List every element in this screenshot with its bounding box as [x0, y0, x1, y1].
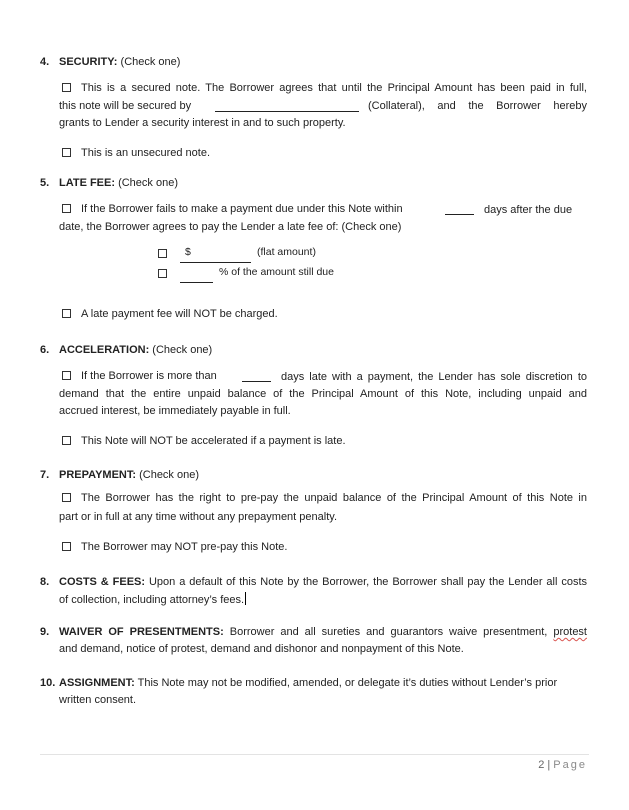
section-9-line2: and demand, notice of protest, demand and dishonor and nonpayment of this Note. — [59, 643, 464, 655]
section-4-heading: SECURITY: — [59, 56, 118, 68]
acceleration-text-line2: demand that the entire unpaid balance of the Principal Amount of this Note, including unpaid and — [59, 388, 587, 400]
text-cursor — [245, 592, 246, 605]
section-5-number: 5. — [40, 177, 50, 189]
page-number: 2 — [538, 759, 545, 771]
section-4-number: 4. — [40, 56, 50, 68]
acceleration-text-line3: accrued interest, be immediately payable in full. — [59, 405, 291, 417]
section-8-heading: COSTS & FEES: — [59, 576, 146, 588]
prepay-not-allowed-checkbox[interactable] — [62, 542, 71, 551]
secured-note-text-line3: grants to Lender a security interest in and to such property. — [59, 117, 346, 129]
section-10-number: 10. — [40, 677, 56, 689]
section-8-line2-wrap — [59, 592, 246, 607]
section-9-line1 — [59, 625, 587, 639]
section-7-heading-line — [59, 468, 199, 482]
section-7-heading: PREPAYMENT: — [59, 469, 137, 481]
acceleration-text-line1b: days late with a payment, the Lender has sole discretion to — [281, 371, 587, 383]
flat-amount-label: (flat amount) — [257, 246, 316, 258]
flat-amount-blank[interactable] — [180, 262, 251, 263]
section-8-line2: of collection, including attorney’s fees. — [59, 594, 245, 606]
acceleration-text-line1a: If the Borrower is more than — [81, 370, 217, 382]
secured-note-text-line2b: (Collateral), and the Borrower hereby — [368, 100, 587, 112]
no-late-fee-checkbox[interactable] — [62, 309, 71, 318]
section-4-hint: (Check one) — [120, 56, 181, 68]
spellcheck-flagged-word[interactable]: protest — [553, 626, 587, 638]
section-10-text: This Note may not be modified, amended, or delegate it’s duties without Lender’s prior — [137, 677, 558, 689]
section-9-text: Borrower and all sureties and guarantors waive presentment, — [229, 626, 548, 638]
secured-note-text-line1: This is a secured note. The Borrower agrees that until the Principal Amount has been paid in full, — [81, 82, 587, 94]
acceleration-days-blank[interactable] — [242, 381, 271, 382]
section-10-line2: written consent. — [59, 694, 137, 706]
section-6-heading-line — [59, 343, 212, 357]
no-late-fee-text: A late payment fee will NOT be charged. — [81, 308, 278, 320]
section-7-number: 7. — [40, 469, 50, 481]
section-10-line1 — [59, 676, 557, 690]
section-6-heading: ACCELERATION: — [59, 344, 150, 356]
section-5-hint: (Check one) — [118, 177, 178, 189]
collateral-blank[interactable] — [215, 111, 359, 112]
secured-note-text-line2a: this note will be secured by — [59, 100, 192, 112]
prepay-allowed-text-line2: part or in full at any time without any prepayment penalty. — [59, 511, 337, 523]
section-8-line1 — [59, 575, 587, 589]
late-fee-text-line1b: days after the due — [484, 204, 573, 216]
late-fee-checkbox[interactable] — [62, 204, 71, 213]
section-6-number: 6. — [40, 344, 50, 356]
no-acceleration-text: This Note will NOT be accelerated if a payment is late. — [81, 435, 346, 447]
section-5-heading: LATE FEE: — [59, 177, 116, 189]
flat-amount-checkbox[interactable] — [158, 249, 167, 258]
section-8-text: Upon a default of this Note by the Borrower, the Borrower shall pay the Lender all costs — [148, 576, 588, 588]
percent-amount-label: % of the amount still due — [219, 266, 334, 278]
page-footer — [538, 758, 587, 772]
late-fee-days-blank[interactable] — [445, 214, 474, 215]
prepay-not-allowed-text: The Borrower may NOT pre-pay this Note. — [81, 541, 288, 553]
page-label: Page — [553, 759, 587, 771]
no-acceleration-checkbox[interactable] — [62, 436, 71, 445]
page-separator: | — [547, 759, 551, 771]
prepay-allowed-text-line1: The Borrower has the right to pre-pay the unpaid balance of the Principal Amount of this Note in — [81, 492, 587, 504]
section-7-hint: (Check one) — [139, 469, 200, 481]
late-fee-text-line1a: If the Borrower fails to make a payment due under this Note within — [81, 203, 403, 215]
flat-amount-currency: $ — [185, 246, 191, 258]
section-5-heading-line — [59, 176, 178, 190]
unsecured-note-text: This is an unsecured note. — [81, 147, 211, 159]
footer-divider — [40, 754, 589, 755]
secured-note-checkbox[interactable] — [62, 83, 71, 92]
section-9-heading: WAIVER OF PRESENTMENTS: — [59, 626, 224, 638]
unsecured-note-checkbox[interactable] — [62, 148, 71, 157]
acceleration-checkbox[interactable] — [62, 371, 71, 380]
prepay-allowed-checkbox[interactable] — [62, 493, 71, 502]
percent-amount-blank[interactable] — [180, 282, 213, 283]
section-9-number: 9. — [40, 626, 50, 638]
late-fee-text-line2: date, the Borrower agrees to pay the Lender a late fee of: (Check one) — [59, 221, 402, 233]
section-8-number: 8. — [40, 576, 50, 588]
percent-amount-checkbox[interactable] — [158, 269, 167, 278]
section-4-heading-line — [59, 55, 180, 69]
section-10-heading: ASSIGNMENT: — [59, 677, 135, 689]
section-6-hint: (Check one) — [152, 344, 213, 356]
